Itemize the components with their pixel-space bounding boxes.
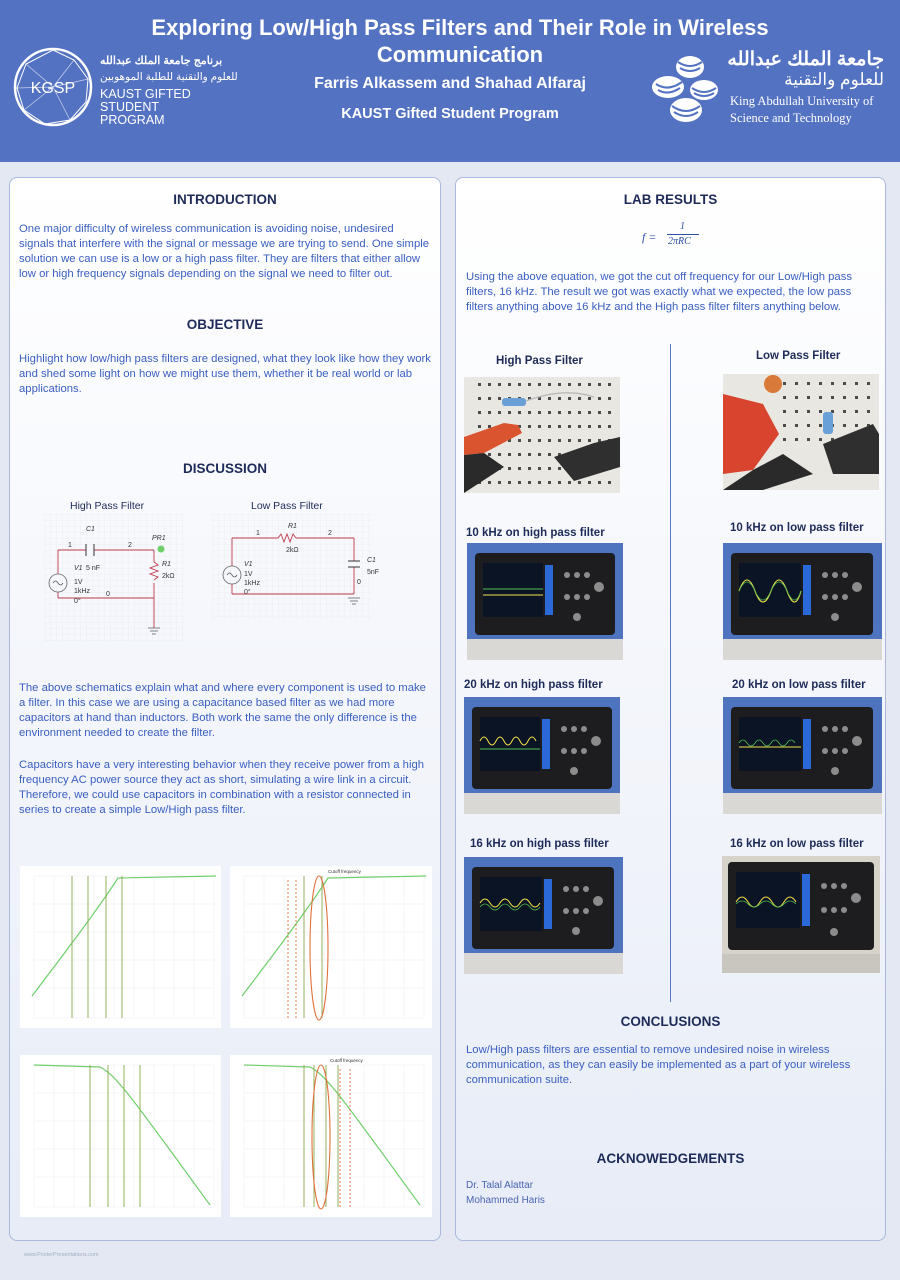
kgsp-english-name: KAUST GIFTED STUDENT PROGRAM bbox=[100, 87, 191, 127]
lp-16khz-scope-photo bbox=[722, 856, 880, 973]
kgsp-arabic-line1: برنامج جامعة الملك عبدالله bbox=[100, 55, 223, 67]
lab-results-heading: LAB RESULTS bbox=[623, 192, 718, 207]
acknowledgements-heading: ACKNOWEDGEMENTS bbox=[596, 1151, 745, 1166]
discussion-heading: DISCUSSION bbox=[182, 461, 267, 476]
hpf-breadboard-photo bbox=[464, 377, 620, 493]
footer-credit: www.PosterPresentations.com bbox=[24, 1252, 99, 1258]
hp-10khz-scope-photo bbox=[467, 543, 623, 660]
objective-text: Highlight how low/high pass filters are designed, what they look like how they work and shed some light on how we might use them, whether it be real world or lab applications. bbox=[19, 353, 431, 395]
results-divider bbox=[670, 344, 671, 1002]
ack-name-2: Mohammed Haris bbox=[466, 1195, 545, 1206]
poster-title: Exploring Low/High Pass Filters and Their Role in Wireless Communication bbox=[151, 15, 769, 67]
equation-lhs: f = bbox=[642, 230, 657, 244]
hp-16khz-scope-photo bbox=[464, 857, 623, 974]
lpf-schematic bbox=[212, 514, 380, 620]
hpf-schematic-label: High Pass Filter bbox=[70, 500, 145, 512]
lpf-cap-name: C1 bbox=[367, 557, 376, 564]
lpf-response-cutoff-graph bbox=[230, 1055, 432, 1217]
conclusions-heading: CONCLUSIONS bbox=[620, 1014, 721, 1029]
hpf-node1: 1 bbox=[68, 542, 72, 549]
hpf-probe: PR1 bbox=[152, 535, 166, 542]
lpf-schematic-label: Low Pass Filter bbox=[251, 500, 323, 512]
lpf-node1: 1 bbox=[256, 530, 260, 537]
hpf-schematic bbox=[44, 514, 184, 642]
kaust-arabic-line2: للعلوم والتقنية bbox=[784, 70, 884, 89]
kgsp-arabic-line2: للعلوم والتقنية للطلبة الموهوبين bbox=[100, 71, 238, 83]
hpf-source-f: 1kHz bbox=[74, 588, 90, 595]
hp-20khz-label: 20 kHz on high pass filter bbox=[464, 679, 603, 691]
lpf-source-name: V1 bbox=[244, 561, 253, 568]
equation-numerator: 1 bbox=[680, 221, 685, 232]
ack-name-1: Dr. Talal Alattar bbox=[466, 1180, 534, 1191]
lp-10khz-scope-photo bbox=[723, 543, 882, 660]
lpf-breadboard-photo bbox=[723, 374, 879, 490]
lpf-node0: 0 bbox=[357, 579, 361, 586]
lp-10khz-label: 10 kHz on low pass filter bbox=[730, 522, 864, 534]
lpf-node2: 2 bbox=[328, 530, 332, 537]
introduction-heading: INTRODUCTION bbox=[173, 192, 277, 207]
lpf-res-name: R1 bbox=[288, 523, 297, 530]
discussion-text-2: Capacitors have a very interesting behavior when they receive power from a high frequency AC power source they act as short, simulating a wire link in a circuit. Therefore, we could use capacitors in combination with a resistor connected in series to create a simple Low/High pass filter. bbox=[19, 759, 425, 816]
hpf-source-v: 1V bbox=[74, 579, 83, 586]
poster-header bbox=[0, 0, 900, 162]
lpf-res-value: 2kΩ bbox=[286, 547, 299, 554]
lp-20khz-label: 20 kHz on low pass filter bbox=[732, 679, 866, 691]
lpf-cutoff-label: Cutoff frequency bbox=[330, 1058, 363, 1063]
hpf-source-p: 0° bbox=[74, 598, 81, 605]
conclusions-text: Low/High pass filters are essential to remove undesired noise in wireless communication, as they can easily be implemented as a part of your wireless communication suite. bbox=[466, 1044, 851, 1086]
kaust-logo bbox=[648, 54, 722, 124]
hpf-source-name: V1 bbox=[74, 565, 83, 572]
hp-10khz-label: 10 kHz on high pass filter bbox=[466, 527, 605, 539]
poster-affiliation: KAUST Gifted Student Program bbox=[341, 106, 559, 122]
lpf-cap-value: 5nF bbox=[367, 569, 380, 576]
hpf-cap-value: 5 nF bbox=[86, 565, 101, 572]
kaust-english-line1: King Abdullah University of bbox=[730, 94, 874, 108]
lp-20khz-scope-photo bbox=[723, 697, 882, 814]
kaust-arabic-line1: جامعة الملك عبدالله bbox=[727, 49, 884, 70]
objective-heading: OBJECTIVE bbox=[186, 317, 264, 332]
introduction-text: One major difficulty of wireless communication is avoiding noise, undesired signals that interfere with the signal or message we are trying to send. One simple solution we can use is a low or a high pass filter. They are filters that either allow low or high frequency signals depending on the signal we need to filter out. bbox=[19, 223, 430, 280]
kgsp-logo-text: KGSP bbox=[30, 80, 76, 97]
lpf-source-p: 0° bbox=[244, 589, 251, 596]
hp-20khz-scope-photo bbox=[464, 697, 620, 814]
hpf-node0: 0 bbox=[106, 591, 110, 598]
hpf-response-cutoff-graph bbox=[230, 866, 432, 1028]
equation-bar bbox=[667, 234, 699, 235]
hp-16khz-label: 16 kHz on high pass filter bbox=[470, 838, 609, 850]
hpf-response-graph bbox=[20, 866, 221, 1028]
hpf-photo-label: High Pass Filter bbox=[496, 355, 583, 367]
lpf-source-f: 1kHz bbox=[244, 580, 260, 587]
kgsp-logo bbox=[12, 46, 94, 128]
equation-denominator: 2πRC bbox=[668, 236, 691, 247]
hpf-res-value: 2kΩ bbox=[162, 573, 175, 580]
lpf-source-v: 1V bbox=[244, 571, 253, 578]
lab-results-text: Using the above equation, we got the cut off frequency for our Low/High pass filters, 16 kHz. The result we got was exactly what we expected, the low pass filters anything above 16 kHz and the High pass filter filters anything below. bbox=[466, 271, 853, 313]
hpf-cutoff-label: Cutoff frequency bbox=[328, 869, 361, 874]
lpf-response-graph bbox=[20, 1055, 221, 1217]
lp-16khz-label: 16 kHz on low pass filter bbox=[730, 838, 864, 850]
hpf-res-name: R1 bbox=[162, 561, 171, 568]
kaust-english-line2: Science and Technology bbox=[730, 111, 852, 125]
hpf-node2: 2 bbox=[128, 542, 132, 549]
lpf-photo-label: Low Pass Filter bbox=[756, 350, 841, 362]
discussion-text-1: The above schematics explain what and where every component is used to make a filter. In this case we are using a capacitance based filter as we had more capacitors at hand than inductors. Both work the same the only difference is the environment needed to create the filter. bbox=[19, 682, 426, 739]
poster-authors: Farris Alkassem and Shahad Alfaraj bbox=[314, 75, 586, 92]
hpf-cap-name: C1 bbox=[86, 526, 95, 533]
